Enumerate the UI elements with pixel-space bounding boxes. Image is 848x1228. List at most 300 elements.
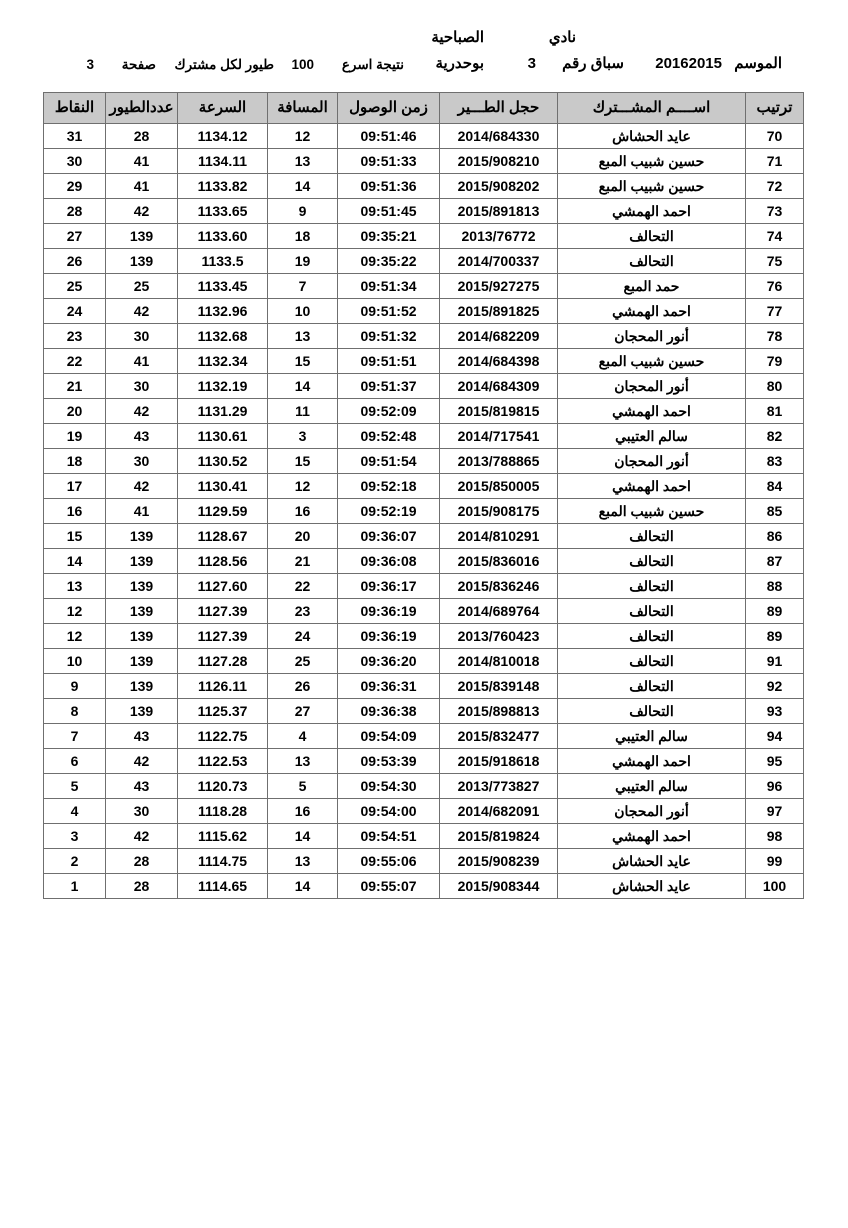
table-row [44,574,804,599]
cell-rank: 79 [746,349,804,374]
cell-time: 09:53:39 [338,749,440,774]
cell-name: سالم العتيبي [558,774,746,799]
column-header-points: النقاط [44,93,106,124]
cell-dist: 21 [268,549,338,574]
cell-dist: 23 [268,599,338,624]
cell-time: 09:36:17 [338,574,440,599]
cell-ring: 2014/682091 [440,799,558,824]
cell-speed: 1130.52 [178,449,268,474]
birds-count: 100 [291,57,314,72]
cell-ring: 2014/684398 [440,349,558,374]
cell-birds: 28 [106,874,178,899]
page-number: 3 [86,57,94,72]
table-row [44,549,804,574]
cell-speed: 1120.73 [178,774,268,799]
cell-speed: 1126.11 [178,674,268,699]
table-row [44,674,804,699]
cell-speed: 1127.60 [178,574,268,599]
cell-rank: 75 [746,249,804,274]
table-row [44,149,804,174]
cell-time: 09:52:09 [338,399,440,424]
cell-dist: 3 [268,424,338,449]
cell-dist: 26 [268,674,338,699]
cell-time: 09:51:51 [338,349,440,374]
cell-dist: 7 [268,274,338,299]
cell-points: 12 [44,599,106,624]
cell-name: حسين شبيب المبع [558,349,746,374]
cell-speed: 1114.75 [178,849,268,874]
cell-speed: 1132.34 [178,349,268,374]
cell-rank: 87 [746,549,804,574]
table-row [44,774,804,799]
cell-dist: 19 [268,249,338,274]
cell-time: 09:36:19 [338,599,440,624]
cell-name: حسين شبيب المبع [558,149,746,174]
cell-birds: 43 [106,424,178,449]
cell-points: 19 [44,424,106,449]
cell-name: احمد الهمشي [558,474,746,499]
table-row [44,124,804,149]
cell-dist: 13 [268,849,338,874]
cell-rank: 85 [746,499,804,524]
cell-speed: 1129.59 [178,499,268,524]
cell-rank: 77 [746,299,804,324]
cell-speed: 1134.12 [178,124,268,149]
cell-ring: 2014/684330 [440,124,558,149]
cell-name: التحالف [558,249,746,274]
table-row [44,824,804,849]
cell-points: 5 [44,774,106,799]
cell-birds: 30 [106,799,178,824]
cell-dist: 12 [268,124,338,149]
column-header-time: زمن الوصول [338,93,440,124]
cell-points: 7 [44,724,106,749]
cell-name: أنور المحجان [558,799,746,824]
cell-name: أنور المحجان [558,449,746,474]
table-row [44,174,804,199]
cell-name: أنور المحجان [558,374,746,399]
table-row [44,799,804,824]
cell-points: 4 [44,799,106,824]
table-row [44,699,804,724]
table-body [44,124,804,899]
cell-name: حسين شبيب المبع [558,499,746,524]
race-type: بوحدرية [435,55,484,72]
cell-speed: 1127.39 [178,599,268,624]
cell-speed: 1127.28 [178,649,268,674]
cell-points: 6 [44,749,106,774]
cell-rank: 70 [746,124,804,149]
cell-ring: 2015/839148 [440,674,558,699]
table-row [44,399,804,424]
cell-time: 09:55:06 [338,849,440,874]
cell-name: التحالف [558,549,746,574]
cell-rank: 83 [746,449,804,474]
cell-points: 30 [44,149,106,174]
cell-speed: 1130.61 [178,424,268,449]
cell-points: 1 [44,874,106,899]
cell-ring: 2015/908210 [440,149,558,174]
cell-points: 26 [44,249,106,274]
table-row [44,624,804,649]
cell-time: 09:36:20 [338,649,440,674]
cell-time: 09:36:19 [338,624,440,649]
column-header-rank: ترتيب [746,93,804,124]
cell-ring: 2014/810018 [440,649,558,674]
cell-birds: 41 [106,349,178,374]
table-row [44,349,804,374]
cell-dist: 13 [268,149,338,174]
cell-name: عايد الحشاش [558,849,746,874]
cell-ring: 2015/836016 [440,549,558,574]
cell-birds: 139 [106,524,178,549]
cell-name: التحالف [558,674,746,699]
table-row [44,649,804,674]
cell-ring: 2014/682209 [440,324,558,349]
cell-rank: 72 [746,174,804,199]
cell-dist: 24 [268,624,338,649]
cell-rank: 86 [746,524,804,549]
cell-points: 22 [44,349,106,374]
cell-points: 14 [44,549,106,574]
club-label: نادي [548,29,576,46]
cell-rank: 81 [746,399,804,424]
cell-time: 09:51:46 [338,124,440,149]
table-row [44,599,804,624]
cell-time: 09:55:07 [338,874,440,899]
cell-name: حسين شبيب المبع [558,174,746,199]
cell-name: أنور المحجان [558,324,746,349]
cell-speed: 1133.65 [178,199,268,224]
cell-points: 8 [44,699,106,724]
cell-rank: 96 [746,774,804,799]
cell-points: 2 [44,849,106,874]
cell-rank: 92 [746,674,804,699]
cell-birds: 139 [106,699,178,724]
cell-rank: 94 [746,724,804,749]
table-row [44,324,804,349]
cell-rank: 74 [746,224,804,249]
cell-birds: 41 [106,174,178,199]
column-header-name: اســــم المشـــترك [558,93,746,124]
cell-name: احمد الهمشي [558,749,746,774]
cell-ring: 2015/832477 [440,724,558,749]
cell-name: سالم العتيبي [558,724,746,749]
table-row [44,224,804,249]
cell-ring: 2013/788865 [440,449,558,474]
table-row [44,474,804,499]
cell-speed: 1132.96 [178,299,268,324]
cell-time: 09:36:07 [338,524,440,549]
season-value: 20162015 [655,55,722,72]
cell-ring: 2015/836246 [440,574,558,599]
header-line-primary [44,28,804,54]
cell-ring: 2015/918618 [440,749,558,774]
cell-dist: 18 [268,224,338,249]
cell-name: التحالف [558,524,746,549]
cell-rank: 100 [746,874,804,899]
cell-points: 24 [44,299,106,324]
cell-name: احمد الهمشي [558,824,746,849]
cell-rank: 88 [746,574,804,599]
cell-time: 09:35:22 [338,249,440,274]
table-row [44,874,804,899]
cell-name: احمد الهمشي [558,199,746,224]
cell-speed: 1115.62 [178,824,268,849]
cell-dist: 11 [268,399,338,424]
cell-birds: 28 [106,849,178,874]
cell-points: 18 [44,449,106,474]
cell-ring: 2014/717541 [440,424,558,449]
cell-points: 9 [44,674,106,699]
cell-dist: 12 [268,474,338,499]
cell-ring: 2015/908344 [440,874,558,899]
cell-speed: 1128.67 [178,524,268,549]
cell-time: 09:54:51 [338,824,440,849]
cell-points: 27 [44,224,106,249]
cell-points: 28 [44,199,106,224]
cell-name: سالم العتيبي [558,424,746,449]
cell-speed: 1134.11 [178,149,268,174]
cell-birds: 139 [106,549,178,574]
cell-dist: 15 [268,349,338,374]
cell-name: التحالف [558,574,746,599]
table-row [44,374,804,399]
column-header-distance: المسافة [268,93,338,124]
cell-rank: 93 [746,699,804,724]
cell-ring: 2013/76772 [440,224,558,249]
cell-birds: 42 [106,199,178,224]
cell-name: حمد المبع [558,274,746,299]
cell-birds: 42 [106,749,178,774]
table-row [44,299,804,324]
cell-name: التحالف [558,624,746,649]
cell-time: 09:51:32 [338,324,440,349]
cell-birds: 42 [106,299,178,324]
column-header-birds: عددالطيور [106,93,178,124]
cell-name: عايد الحشاش [558,124,746,149]
cell-name: احمد الهمشي [558,399,746,424]
cell-points: 12 [44,624,106,649]
cell-points: 17 [44,474,106,499]
document-page [0,28,848,1228]
cell-birds: 139 [106,224,178,249]
table-header-row [44,93,804,124]
cell-ring: 2013/773827 [440,774,558,799]
cell-birds: 139 [106,674,178,699]
cell-rank: 76 [746,274,804,299]
table-row [44,524,804,549]
cell-time: 09:51:33 [338,149,440,174]
cell-name: احمد الهمشي [558,299,746,324]
cell-points: 10 [44,649,106,674]
cell-time: 09:51:45 [338,199,440,224]
cell-speed: 1118.28 [178,799,268,824]
cell-birds: 139 [106,649,178,674]
results-table-container [44,92,804,899]
cell-name: عايد الحشاش [558,874,746,899]
cell-rank: 99 [746,849,804,874]
cell-rank: 84 [746,474,804,499]
cell-ring: 2015/819824 [440,824,558,849]
cell-speed: 1133.60 [178,224,268,249]
page-label: صفحة [121,57,156,72]
cell-speed: 1127.39 [178,624,268,649]
cell-time: 09:52:48 [338,424,440,449]
cell-ring: 2014/684309 [440,374,558,399]
cell-time: 09:51:36 [338,174,440,199]
cell-birds: 139 [106,599,178,624]
cell-points: 21 [44,374,106,399]
cell-points: 13 [44,574,106,599]
cell-ring: 2015/927275 [440,274,558,299]
cell-speed: 1128.56 [178,549,268,574]
cell-birds: 28 [106,124,178,149]
cell-ring: 2015/891825 [440,299,558,324]
cell-rank: 80 [746,374,804,399]
cell-dist: 14 [268,374,338,399]
cell-points: 3 [44,824,106,849]
cell-time: 09:36:38 [338,699,440,724]
cell-ring: 2015/891813 [440,199,558,224]
cell-time: 09:52:19 [338,499,440,524]
table-row [44,849,804,874]
cell-dist: 27 [268,699,338,724]
cell-birds: 30 [106,324,178,349]
cell-time: 09:54:30 [338,774,440,799]
club-name: الصباحية [431,29,484,46]
cell-birds: 139 [106,624,178,649]
cell-name: التحالف [558,224,746,249]
cell-ring: 2014/810291 [440,524,558,549]
cell-time: 09:51:34 [338,274,440,299]
cell-time: 09:54:00 [338,799,440,824]
cell-speed: 1133.45 [178,274,268,299]
cell-points: 31 [44,124,106,149]
cell-speed: 1130.41 [178,474,268,499]
cell-points: 15 [44,524,106,549]
cell-time: 09:51:54 [338,449,440,474]
cell-ring: 2015/819815 [440,399,558,424]
cell-dist: 16 [268,799,338,824]
cell-dist: 9 [268,199,338,224]
cell-time: 09:51:37 [338,374,440,399]
cell-birds: 42 [106,474,178,499]
cell-dist: 20 [268,524,338,549]
column-header-ring: حجل الطـــير [440,93,558,124]
cell-birds: 30 [106,374,178,399]
cell-rank: 71 [746,149,804,174]
cell-dist: 5 [268,774,338,799]
cell-dist: 25 [268,649,338,674]
cell-birds: 42 [106,399,178,424]
cell-ring: 2014/700337 [440,249,558,274]
cell-time: 09:51:52 [338,299,440,324]
column-header-speed: السرعة [178,93,268,124]
table-row [44,449,804,474]
cell-ring: 2015/898813 [440,699,558,724]
cell-ring: 2013/760423 [440,624,558,649]
cell-birds: 139 [106,249,178,274]
cell-birds: 41 [106,499,178,524]
cell-birds: 25 [106,274,178,299]
cell-name: التحالف [558,699,746,724]
cell-birds: 30 [106,449,178,474]
cell-dist: 22 [268,574,338,599]
cell-birds: 43 [106,774,178,799]
cell-time: 09:36:08 [338,549,440,574]
cell-dist: 16 [268,499,338,524]
cell-birds: 42 [106,824,178,849]
cell-dist: 13 [268,324,338,349]
cell-rank: 98 [746,824,804,849]
table-row [44,249,804,274]
cell-ring: 2015/850005 [440,474,558,499]
cell-speed: 1125.37 [178,699,268,724]
table-row [44,724,804,749]
document-header [44,28,804,82]
cell-speed: 1133.5 [178,249,268,274]
cell-dist: 4 [268,724,338,749]
cell-name: التحالف [558,599,746,624]
header-line-secondary [44,54,804,82]
cell-speed: 1131.29 [178,399,268,424]
cell-rank: 89 [746,599,804,624]
cell-time: 09:36:31 [338,674,440,699]
result-label: نتيجة اسرع [341,57,404,72]
cell-speed: 1132.68 [178,324,268,349]
race-results-table [43,92,804,899]
cell-points: 16 [44,499,106,524]
cell-name: التحالف [558,649,746,674]
cell-dist: 13 [268,749,338,774]
season-label: الموسم [734,55,782,72]
cell-rank: 78 [746,324,804,349]
cell-points: 20 [44,399,106,424]
table-row [44,499,804,524]
race-number: 3 [527,55,536,72]
cell-dist: 14 [268,174,338,199]
table-row [44,749,804,774]
table-row [44,274,804,299]
cell-rank: 95 [746,749,804,774]
cell-rank: 82 [746,424,804,449]
cell-birds: 139 [106,574,178,599]
cell-birds: 41 [106,149,178,174]
cell-time: 09:35:21 [338,224,440,249]
cell-speed: 1132.19 [178,374,268,399]
cell-birds: 43 [106,724,178,749]
cell-rank: 73 [746,199,804,224]
cell-ring: 2015/908202 [440,174,558,199]
table-row [44,424,804,449]
table-row [44,199,804,224]
cell-speed: 1133.82 [178,174,268,199]
cell-ring: 2014/689764 [440,599,558,624]
cell-rank: 89 [746,624,804,649]
cell-speed: 1122.75 [178,724,268,749]
cell-dist: 14 [268,874,338,899]
cell-points: 29 [44,174,106,199]
cell-rank: 97 [746,799,804,824]
cell-dist: 14 [268,824,338,849]
cell-dist: 15 [268,449,338,474]
cell-points: 23 [44,324,106,349]
cell-speed: 1122.53 [178,749,268,774]
race-label: سباق رقم [562,55,624,72]
cell-time: 09:52:18 [338,474,440,499]
cell-time: 09:54:09 [338,724,440,749]
